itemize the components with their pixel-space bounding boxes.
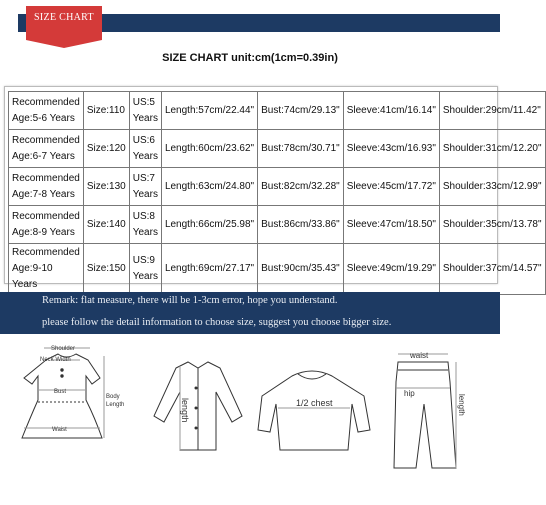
table-cell: Recommended Age:9-10 Years [9, 244, 84, 295]
table-cell: Bust:78cm/30.71" [258, 130, 344, 168]
table-cell: Shoulder:31cm/12.20" [439, 130, 545, 168]
dress-neck-label: Neck Width [40, 357, 71, 363]
table-cell: Length:63cm/24.80" [161, 168, 257, 206]
table-cell: Recommended Age:8-9 Years [9, 206, 84, 244]
table-cell: Sleeve:49cm/19.29" [343, 244, 439, 295]
size-chart-heading: SIZE CHART unit:cm(1cm=0.39in) [162, 52, 338, 64]
table-cell: Bust:82cm/32.28" [258, 168, 344, 206]
table-cell: Recommended Age:6-7 Years [9, 130, 84, 168]
table-cell: Shoulder:29cm/11.42" [439, 92, 545, 130]
table-cell: US:6 Years [129, 130, 161, 168]
table-cell: Length:69cm/27.17" [161, 244, 257, 295]
table-cell: Bust:90cm/35.43" [258, 244, 344, 295]
table-cell: US:8 Years [129, 206, 161, 244]
pants-diagram [394, 354, 456, 468]
remark-banner [0, 292, 500, 334]
table-row [9, 168, 546, 206]
pants-length-label: length [457, 394, 466, 416]
table-cell: Size:130 [83, 168, 129, 206]
shirt-diagram [154, 362, 242, 450]
table-cell: Size:150 [83, 244, 129, 295]
measurement-diagrams [0, 338, 500, 500]
shirt-length-label: length [180, 398, 190, 423]
table-cell: Length:66cm/25.98" [161, 206, 257, 244]
pants-hip-label: hip [404, 389, 415, 398]
table-row [9, 244, 546, 295]
table-cell: US:7 Years [129, 168, 161, 206]
dress-shoulder-label: Shoulder [51, 346, 76, 352]
table-cell: Size:140 [83, 206, 129, 244]
table-cell: Sleeve:47cm/18.50" [343, 206, 439, 244]
remark-line-2: please follow the detail information to choose size, suggest you choose bigger size. [42, 317, 392, 328]
table-cell: Bust:86cm/33.86" [258, 206, 344, 244]
table-cell: US:9 Years [129, 244, 161, 295]
sweater-diagram [258, 371, 370, 450]
table-cell: Recommended Age:7-8 Years [9, 168, 84, 206]
remark-line-1: Remark: flat measure, there will be 1-3cm error, hope you understand. [42, 295, 338, 306]
dress-bust-label: Bust [54, 389, 67, 395]
dress-waist-label: Waist [52, 427, 67, 433]
table-cell: Size:120 [83, 130, 129, 168]
table-cell: Sleeve:41cm/16.14" [343, 92, 439, 130]
diagram-canvas [0, 338, 500, 500]
table-row [9, 206, 546, 244]
table-row [9, 130, 546, 168]
table-cell: Bust:74cm/29.13" [258, 92, 344, 130]
size-table-frame [4, 86, 542, 290]
table-cell: US:5 Years [129, 92, 161, 130]
dress-length-label: Length [106, 402, 125, 408]
table-cell: Shoulder:35cm/13.78" [439, 206, 545, 244]
table-cell: Sleeve:43cm/16.93" [343, 130, 439, 168]
sweater-chest-label: 1/2 chest [296, 398, 333, 408]
pants-waist-label: waist [410, 351, 429, 360]
table-cell: Size:110 [83, 92, 129, 130]
table-cell: Recommended Age:5-6 Years [9, 92, 84, 130]
table-cell: Shoulder:37cm/14.57" [439, 244, 545, 295]
table-cell: Length:60cm/23.62" [161, 130, 257, 168]
table-cell: Shoulder:33cm/12.99" [439, 168, 545, 206]
table-row [9, 92, 546, 130]
badge-label: SIZE CHART [34, 12, 94, 23]
badge-notch [26, 40, 102, 48]
size-table [8, 91, 546, 295]
table-cell: Sleeve:45cm/17.72" [343, 168, 439, 206]
dress-body-label: Body [106, 394, 120, 400]
table-cell: Length:57cm/22.44" [161, 92, 257, 130]
